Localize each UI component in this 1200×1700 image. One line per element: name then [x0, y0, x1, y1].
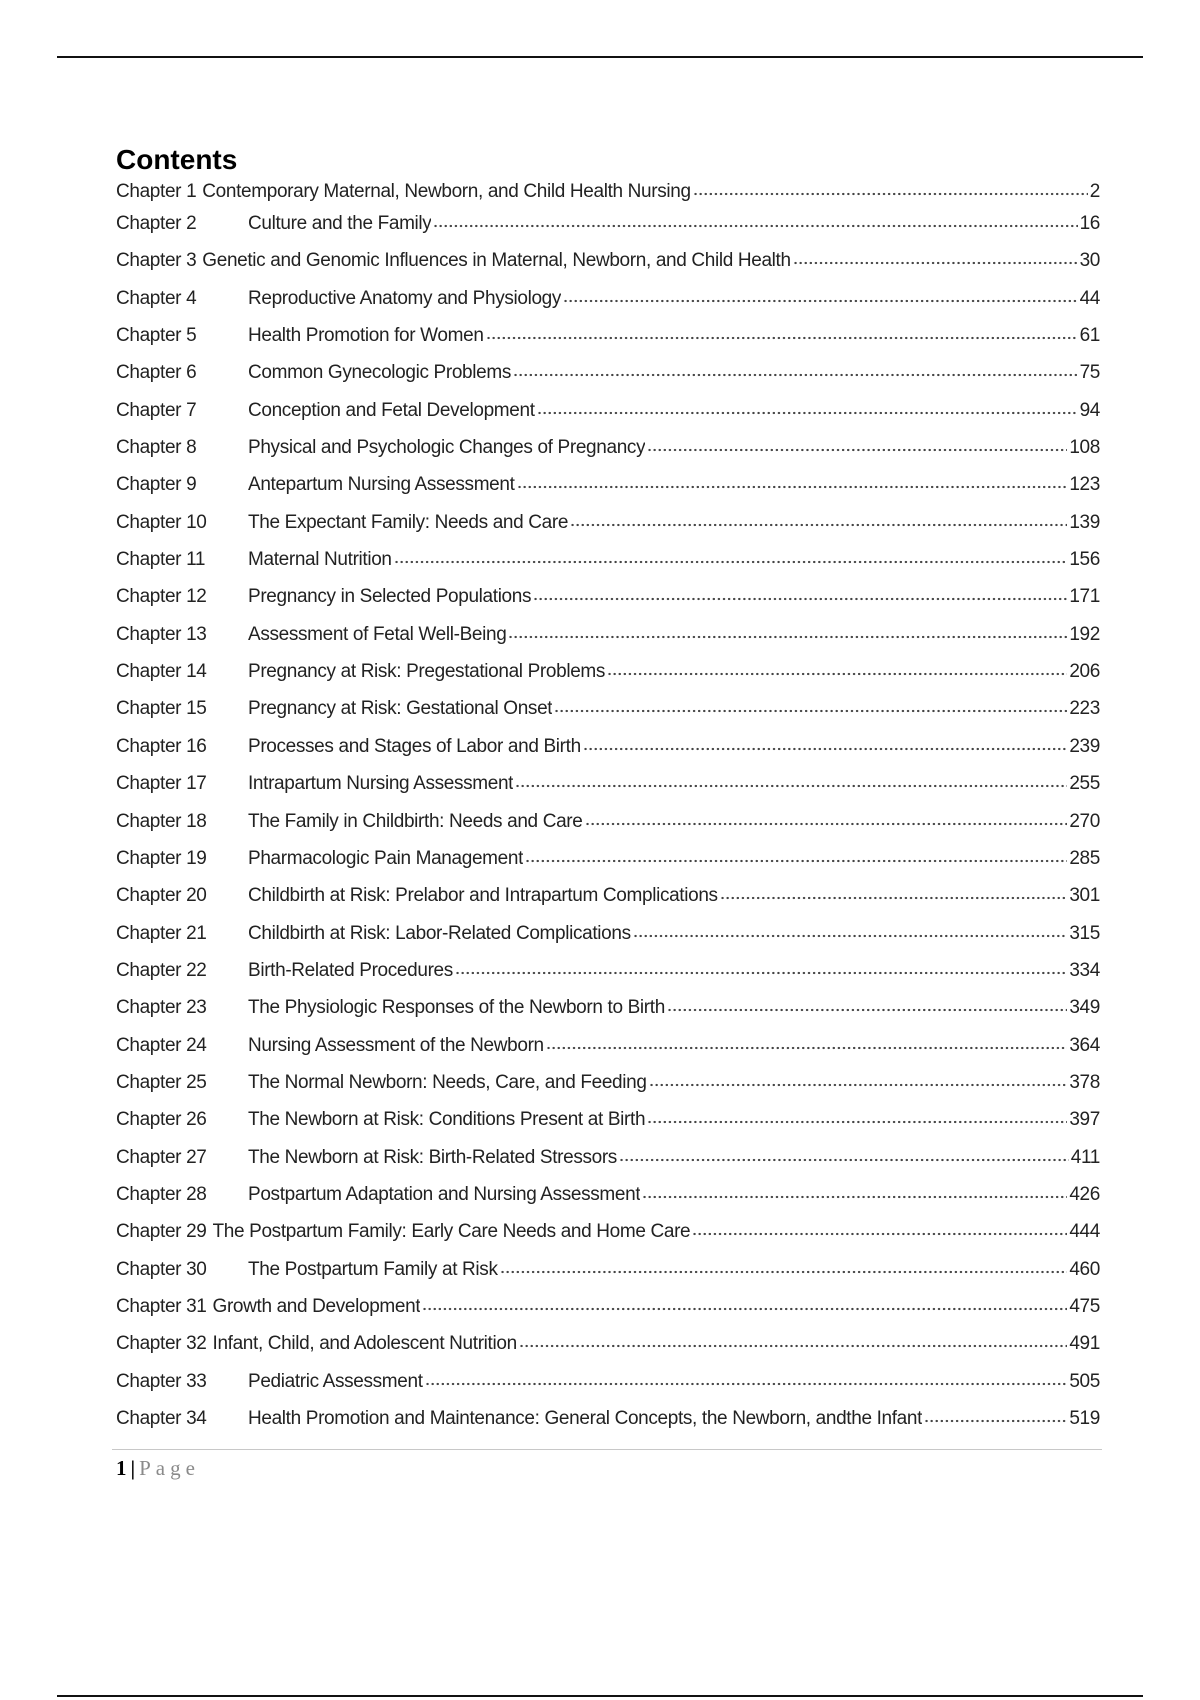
toc-entry[interactable]: [116, 1407, 1100, 1444]
toc-chapter-number: Chapter 27: [116, 1146, 207, 1168]
toc-page-number[interactable]: 108: [1069, 437, 1100, 459]
toc-dot-leader: [642, 1195, 1067, 1199]
toc-dot-leader: [533, 597, 1067, 601]
toc-entry[interactable]: [116, 697, 1100, 734]
toc-dot-leader: [554, 709, 1067, 713]
contents-heading: Contents: [116, 144, 238, 175]
toc-page-number[interactable]: 491: [1069, 1333, 1100, 1355]
toc-chapter-number: Chapter 31: [116, 1295, 207, 1317]
header-rule: [57, 56, 1143, 58]
toc-dot-leader: [720, 896, 1068, 900]
toc-chapter-title[interactable]: Health Promotion for Women: [248, 325, 484, 347]
toc-chapter-title[interactable]: Pregnancy at Risk: Gestational Onset: [248, 698, 553, 720]
toc-chapter-title[interactable]: Pharmacologic Pain Management: [248, 847, 524, 869]
toc-chapter-number: Chapter 3: [116, 250, 197, 272]
toc-page-number[interactable]: 334: [1069, 959, 1100, 981]
toc-entry[interactable]: [116, 847, 1100, 884]
toc-chapter-number: Chapter 11: [116, 549, 206, 571]
toc-chapter-title[interactable]: The Expectant Family: Needs and Care: [248, 511, 569, 533]
toc-chapter-title[interactable]: Nursing Assessment of the Newborn: [248, 1034, 544, 1056]
toc-entry[interactable]: [116, 548, 1100, 585]
toc-page-number[interactable]: 206: [1069, 661, 1100, 683]
toc-dot-leader: [647, 448, 1067, 452]
toc-entry[interactable]: [116, 585, 1100, 622]
toc-chapter-title[interactable]: Infant, Child, and Adolescent Nutrition: [212, 1333, 517, 1355]
toc-dot-leader: [394, 560, 1068, 564]
toc-page-number[interactable]: 460: [1069, 1258, 1100, 1280]
toc-entry[interactable]: [116, 1183, 1100, 1220]
toc-dot-leader: [433, 224, 1077, 228]
toc-page-number[interactable]: 475: [1069, 1295, 1100, 1317]
footer-rule: [112, 1449, 1102, 1450]
toc-chapter-title[interactable]: The Postpartum Family: Early Care Needs and Home Care: [212, 1221, 691, 1243]
toc-chapter-number: Chapter 33: [116, 1370, 207, 1392]
toc-chapter-number: Chapter 34: [116, 1408, 207, 1429]
toc-chapter-number: Chapter 19: [116, 847, 207, 869]
toc-dot-leader: [500, 1270, 1068, 1274]
toc-list: [116, 180, 1100, 1444]
toc-entry[interactable]: [116, 959, 1100, 996]
footer-page-number: 1: [116, 1456, 127, 1480]
toc-chapter-number: Chapter 4: [116, 287, 197, 309]
toc-page-number[interactable]: 315: [1069, 922, 1100, 944]
toc-entry[interactable]: [116, 772, 1100, 809]
toc-dot-leader: [515, 784, 1067, 788]
toc-entry[interactable]: [116, 361, 1100, 398]
toc-chapter-title[interactable]: The Normal Newborn: Needs, Care, and Feeding: [248, 1071, 647, 1093]
toc-page-number[interactable]: 75: [1079, 362, 1100, 384]
toc-chapter-number: Chapter 28: [116, 1183, 207, 1205]
toc-dot-leader: [455, 971, 1067, 975]
toc-chapter-title[interactable]: Culture and the Family: [248, 213, 432, 234]
toc-dot-leader: [525, 859, 1067, 863]
toc-entry[interactable]: [116, 623, 1100, 660]
toc-chapter-title[interactable]: Growth and Development: [212, 1295, 421, 1317]
toc-chapter-number: Chapter 30: [116, 1258, 207, 1280]
toc-chapter-number: Chapter 26: [116, 1109, 207, 1131]
toc-dot-leader: [693, 192, 1088, 196]
toc-dot-leader: [546, 1046, 1068, 1050]
toc-chapter-number: Chapter 5: [116, 325, 197, 347]
toc-chapter-title[interactable]: Assessment of Fetal Well-Being: [248, 623, 507, 645]
toc-dot-leader: [649, 1083, 1068, 1087]
toc-dot-leader: [563, 299, 1078, 303]
toc-dot-leader: [508, 635, 1067, 639]
toc-entry[interactable]: [116, 473, 1100, 510]
toc-chapter-number: Chapter 32: [116, 1333, 207, 1355]
toc-page-number[interactable]: 301: [1069, 885, 1100, 907]
toc-entry[interactable]: [116, 511, 1100, 548]
toc-dot-leader: [619, 1158, 1069, 1162]
toc-chapter-title[interactable]: Genetic and Genomic Influences in Maternal, Newborn, and Child Health: [202, 250, 791, 272]
toc-chapter-title[interactable]: Birth-Related Procedures: [248, 959, 453, 981]
toc-page-number[interactable]: 16: [1079, 213, 1100, 234]
toc-chapter-title[interactable]: Physical and Psychologic Changes of Pregnancy: [248, 437, 646, 459]
toc-chapter-title[interactable]: Reproductive Anatomy and Physiology: [248, 287, 562, 309]
toc-entry[interactable]: [116, 1370, 1100, 1407]
toc-page-number[interactable]: 378: [1069, 1071, 1100, 1093]
toc-chapter-title[interactable]: Pediatric Assessment: [248, 1370, 423, 1392]
toc-page-number[interactable]: 223: [1069, 698, 1100, 720]
toc-chapter-number: Chapter 7: [116, 399, 197, 421]
toc-page-number[interactable]: 444: [1069, 1221, 1100, 1243]
toc-chapter-number: Chapter 15: [116, 698, 207, 720]
toc-chapter-number: Chapter 20: [116, 885, 207, 907]
toc-dot-leader: [647, 1120, 1067, 1124]
toc-page-number[interactable]: 171: [1069, 586, 1100, 608]
toc-chapter-title[interactable]: Conception and Fetal Development: [248, 399, 535, 421]
toc-chapter-title[interactable]: Contemporary Maternal, Newborn, and Child Health Nursing: [202, 181, 691, 202]
toc-entry[interactable]: [116, 884, 1100, 921]
toc-page-number[interactable]: 519: [1069, 1408, 1100, 1429]
toc-dot-leader: [607, 672, 1067, 676]
toc-page-number[interactable]: 123: [1069, 474, 1100, 496]
toc-chapter-number: Chapter 9: [116, 474, 197, 496]
toc-page-number[interactable]: 285: [1069, 847, 1100, 869]
toc-entry[interactable]: [116, 1108, 1100, 1145]
toc-entry[interactable]: [116, 287, 1100, 324]
toc-chapter-number: Chapter 25: [116, 1071, 207, 1093]
toc-page-number[interactable]: 94: [1079, 399, 1100, 421]
toc-dot-leader: [633, 934, 1068, 938]
toc-page-number[interactable]: 270: [1069, 810, 1100, 832]
table-of-contents: [116, 140, 1100, 1444]
toc-dot-leader: [924, 1419, 1067, 1423]
toc-entry[interactable]: [116, 1258, 1100, 1295]
toc-entry[interactable]: [116, 1295, 1100, 1332]
toc-entry[interactable]: [116, 996, 1100, 1033]
toc-chapter-number: Chapter 6: [116, 362, 197, 384]
toc-chapter-title[interactable]: Health Promotion and Maintenance: General Concepts, the Newborn, andthe Infant: [248, 1408, 923, 1429]
toc-page-number[interactable]: 2: [1089, 181, 1100, 202]
toc-chapter-title[interactable]: Processes and Stages of Labor and Birth: [248, 735, 581, 757]
toc-chapter-title[interactable]: Pregnancy at Risk: Pregestational Problems: [248, 661, 606, 683]
toc-page-number[interactable]: 349: [1069, 997, 1100, 1019]
toc-chapter-number: Chapter 29: [116, 1221, 207, 1243]
toc-page-number[interactable]: 156: [1069, 549, 1100, 571]
toc-page-number[interactable]: 139: [1069, 511, 1100, 533]
toc-dot-leader: [513, 373, 1078, 377]
toc-chapter-title[interactable]: Common Gynecologic Problems: [248, 362, 511, 384]
toc-page-number[interactable]: 255: [1069, 773, 1100, 795]
toc-chapter-number: Chapter 18: [116, 810, 207, 832]
toc-entry[interactable]: [116, 436, 1100, 473]
toc-dot-leader: [537, 411, 1078, 415]
toc-chapter-title[interactable]: Childbirth at Risk: Labor-Related Complications: [248, 922, 631, 944]
toc-chapter-title[interactable]: The Newborn at Risk: Birth-Related Stressors: [248, 1146, 617, 1168]
toc-dot-leader: [667, 1008, 1067, 1012]
bottom-rule: [57, 1695, 1143, 1697]
toc-chapter-title[interactable]: The Newborn at Risk: Conditions Present at Birth: [248, 1109, 646, 1131]
toc-chapter-number: Chapter 17: [116, 773, 207, 795]
toc-page-number[interactable]: 364: [1069, 1034, 1100, 1056]
toc-entry[interactable]: [116, 212, 1100, 249]
toc-entry[interactable]: [116, 735, 1100, 772]
toc-entry[interactable]: [116, 1146, 1100, 1183]
toc-chapter-title[interactable]: Maternal Nutrition: [248, 549, 392, 571]
toc-chapter-number: Chapter 16: [116, 735, 207, 757]
toc-entry[interactable]: [116, 249, 1100, 286]
toc-chapter-number: Chapter 23: [116, 997, 207, 1019]
toc-chapter-title[interactable]: The Physiologic Responses of the Newborn to Birth: [248, 997, 665, 1019]
footer-separator: |: [130, 1456, 136, 1480]
toc-dot-leader: [692, 1232, 1067, 1236]
toc-entry[interactable]: [116, 1332, 1100, 1369]
toc-chapter-number: Chapter 2: [116, 213, 197, 234]
toc-chapter-number: Chapter 8: [116, 437, 197, 459]
toc-page-number[interactable]: 397: [1069, 1109, 1100, 1131]
toc-chapter-title[interactable]: Antepartum Nursing Assessment: [248, 474, 515, 496]
toc-chapter-title[interactable]: The Postpartum Family at Risk: [248, 1258, 498, 1280]
toc-entry[interactable]: [116, 1071, 1100, 1108]
toc-chapter-title[interactable]: Intrapartum Nursing Assessment: [248, 773, 514, 795]
toc-page-number[interactable]: 30: [1079, 250, 1100, 272]
toc-dot-leader: [422, 1307, 1067, 1311]
toc-entry[interactable]: [116, 810, 1100, 847]
toc-page-number[interactable]: 44: [1079, 287, 1100, 309]
toc-entry[interactable]: [116, 660, 1100, 697]
toc-chapter-number: Chapter 14: [116, 661, 207, 683]
toc-chapter-number: Chapter 10: [116, 511, 207, 533]
page-footer: [116, 1456, 200, 1480]
toc-page-number[interactable]: 411: [1070, 1146, 1100, 1168]
toc-entry[interactable]: [116, 922, 1100, 959]
toc-entry[interactable]: [116, 1220, 1100, 1257]
toc-dot-leader: [570, 523, 1067, 527]
toc-dot-leader: [583, 747, 1068, 751]
toc-dot-leader: [517, 485, 1068, 489]
toc-dot-leader: [425, 1382, 1068, 1386]
toc-chapter-number: Chapter 12: [116, 586, 207, 608]
toc-page-number[interactable]: 192: [1069, 623, 1100, 645]
toc-chapter-title[interactable]: Childbirth at Risk: Prelabor and Intrapartum Complications: [248, 885, 718, 907]
toc-chapter-number: Chapter 24: [116, 1034, 207, 1056]
toc-entry[interactable]: [116, 1034, 1100, 1071]
toc-chapter-number: Chapter 13: [116, 623, 207, 645]
toc-chapter-number: Chapter 1: [116, 181, 197, 202]
toc-page-number[interactable]: 61: [1079, 325, 1100, 347]
toc-page-number[interactable]: 239: [1069, 735, 1100, 757]
toc-chapter-title[interactable]: Postpartum Adaptation and Nursing Assessment: [248, 1183, 641, 1205]
footer-page-label: Page: [139, 1456, 200, 1480]
toc-chapter-number: Chapter 22: [116, 959, 207, 981]
toc-entry[interactable]: [116, 180, 1100, 212]
toc-entry[interactable]: [116, 324, 1100, 361]
toc-dot-leader: [486, 336, 1078, 340]
toc-chapter-number: Chapter 21: [116, 922, 207, 944]
toc-page-number[interactable]: 505: [1069, 1370, 1100, 1392]
toc-chapter-title[interactable]: Pregnancy in Selected Populations: [248, 586, 532, 608]
toc-entry[interactable]: [116, 399, 1100, 436]
toc-dot-leader: [585, 822, 1068, 826]
toc-dot-leader: [793, 261, 1078, 265]
toc-chapter-title[interactable]: The Family in Childbirth: Needs and Care: [248, 810, 583, 832]
toc-page-number[interactable]: 426: [1069, 1183, 1100, 1205]
toc-dot-leader: [519, 1344, 1068, 1348]
